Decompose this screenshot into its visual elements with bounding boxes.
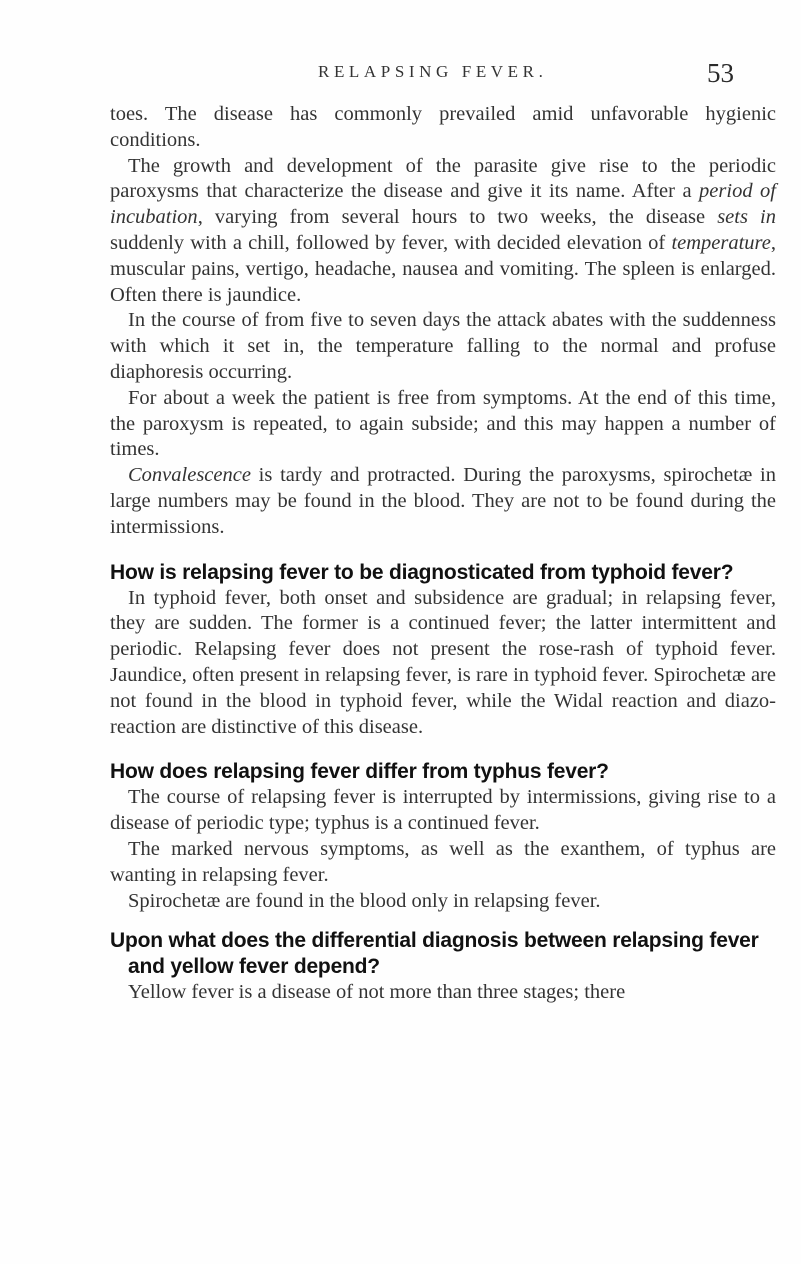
paragraph-growth (110, 154, 776, 309)
emphasis-convalescence: Convalescence (128, 464, 251, 487)
question-heading-typhus: How does relapsing fever differ from typhus fever? (110, 760, 609, 784)
paragraph-continued: toes. The disease has commonly prevailed amid unfavorable hygienic conditions. (110, 103, 776, 151)
text-run: suddenly with a chill, followed by fever, with decided elevation of (110, 231, 672, 254)
text-run: is tardy and protracted. During the paroxysms, spirochetæ in large numbers may be found in the blood. They are not to be found during the intermissions. (110, 464, 776, 538)
section-spacer (110, 914, 776, 928)
paragraph-typhus-answer-1: The course of relapsing fever is interrupted by intermissions, giving rise to a disease of periodic type; typhus is a continued fever. (110, 786, 776, 835)
paragraph-convalescence (110, 463, 776, 540)
body-text (110, 102, 776, 1006)
question-heading-typhoid: How is relapsing fever to be diagnosticated from typhoid fever? (110, 560, 734, 584)
text-run: The growth and development of the parasite give rise to the periodic paroxysms that characterize the disease and give it its name. After a (110, 154, 776, 203)
paragraph-yellow-fever-answer: Yellow fever is a disease of not more than three stages; there (128, 981, 626, 1004)
paragraph-typhus-answer-3: Spirochetæ are found in the blood only in relapsing fever. (128, 889, 601, 912)
question-heading-yellow-fever: Upon what does the differential diagnosis between relapsing fever and yellow fever depend? (110, 929, 759, 979)
running-title: RELAPSING FEVER. (318, 62, 548, 81)
page-number: 53 (707, 58, 734, 88)
text-run: , muscular pains, vertigo, headache, nausea and vomiting. The spleen is enlarged. Often there is jaundice. (110, 231, 776, 306)
section-spacer (110, 541, 776, 560)
emphasis-sets-in: sets in (717, 206, 776, 229)
paragraph-course: In the course of from five to seven days the attack abates with the suddenness with which it set in, the temperature falling to the normal and profuse diaphoresis occurring. (110, 309, 776, 383)
paragraph-typhoid-answer: In typhoid fever, both onset and subsidence are gradual; in relapsing fever, they are sudden. The former is a continued fever; the latter intermittent and periodic. Relapsing fever does not present the rose-rash of typhoid fever. Jaundice, often present in relapsing fever, is rare in typhoid fever. Spirochetæ are not found in the blood in typhoid fever, while the Widal reaction and diazo-reaction are distinctive of this disease. (110, 586, 776, 738)
text-run: , varying from several hours to two weeks, the disease (197, 206, 718, 229)
paragraph-typhus-answer-2: The marked nervous symptoms, as well as the exanthem, of typhus are wanting in relapsing fever. (110, 837, 776, 886)
emphasis-temperature: temperature (671, 231, 771, 254)
emphasis-period-of-incubation: period of incubation (110, 180, 777, 229)
section-spacer (110, 740, 776, 759)
paragraph-week: For about a week the patient is free from symptoms. At the end of this time, the paroxysm is repeated, to again subside; and this may happen a number of times. (110, 386, 776, 461)
running-head (0, 58, 801, 88)
